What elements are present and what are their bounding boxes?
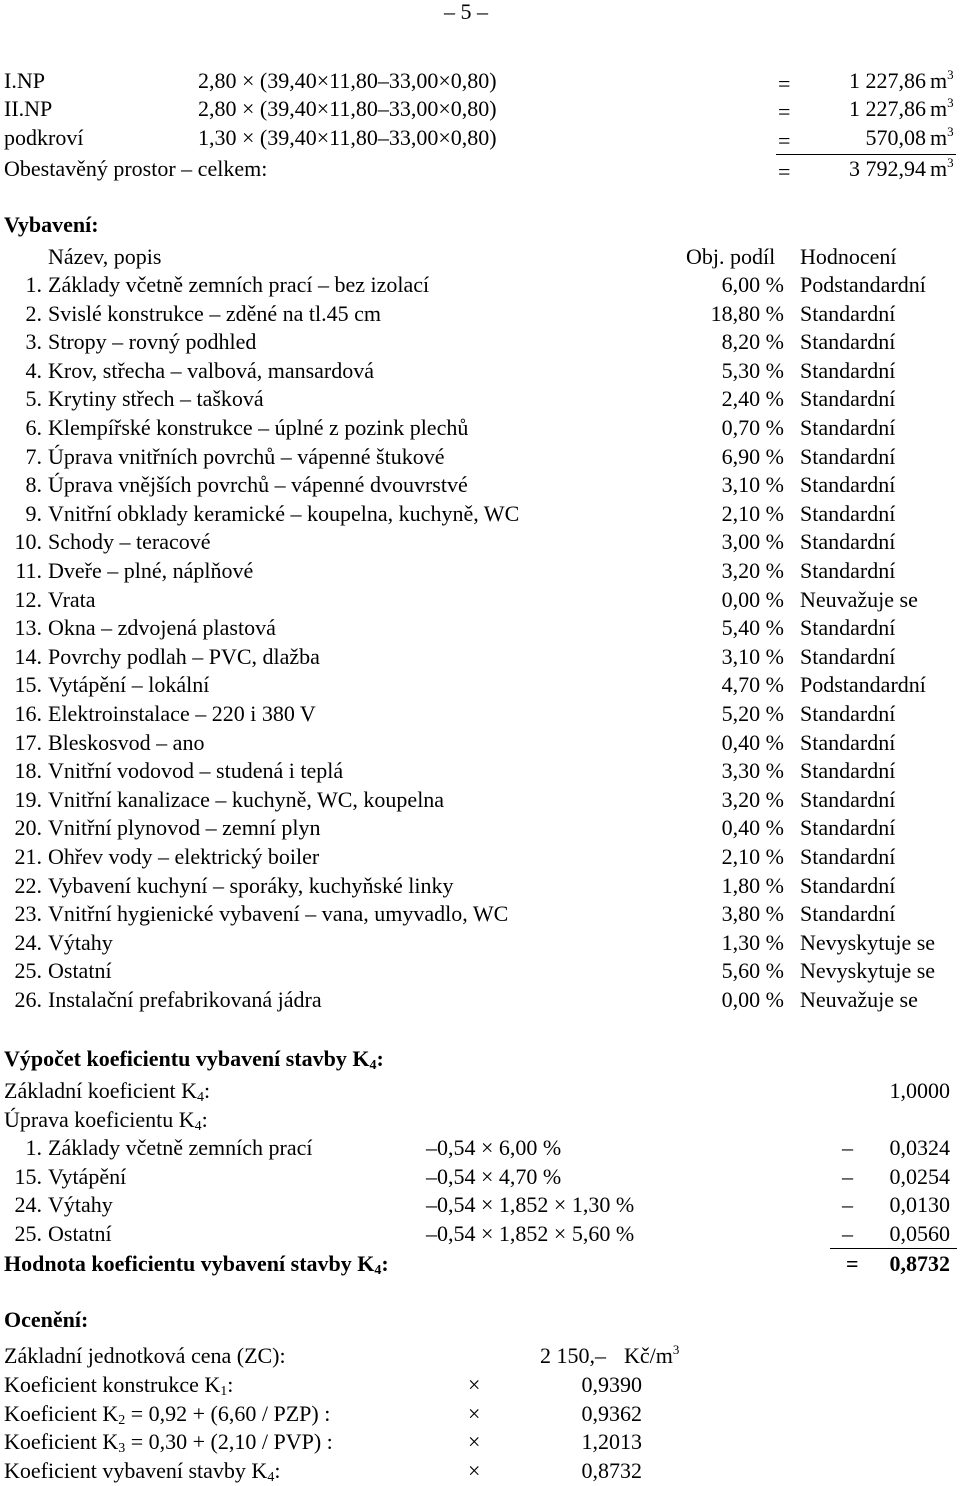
k4-base-label: Základní koeficient $K_4$: [4, 1078, 211, 1105]
volume-total-eq: = [778, 159, 791, 184]
equipment-item-share: 6,00 % [721, 272, 784, 297]
equipment-item-rating: Standardní [800, 500, 896, 526]
equipment-item-name: Okna – zdvojená plastová [48, 615, 276, 641]
volume-label-3: podkroví [4, 125, 84, 150]
equipment-item-number: 5. [25, 386, 42, 412]
equipment-item-rating: Standardní [800, 701, 896, 726]
valuation-coefficient-value: 0,8732 [581, 1458, 642, 1484]
equipment-item-rating: Nevyskytuje se [800, 958, 936, 984]
equipment-item-share: 4,70 % [721, 672, 784, 698]
equipment-heading: Vybavení: [4, 212, 99, 237]
equipment-item-number: 10. [14, 529, 42, 555]
equipment-item-share: 3,10 % [721, 472, 784, 498]
valuation-heading: Ocenění: [4, 1307, 89, 1332]
equipment-item-rating: Standardní [800, 844, 896, 869]
equipment-item-share: 2,10 % [721, 500, 784, 526]
valuation-label-subscript: 3 [118, 1441, 126, 1457]
volume-label-1: I.NP [4, 68, 45, 93]
equipment-item-name: Vnitřní plynovod – zemní plyn [48, 815, 321, 841]
equipment-item-number: 22. [14, 872, 42, 898]
valuation-coefficient-value: 0,9362 [581, 1400, 642, 1426]
equipment-item-share: 3,20 % [721, 786, 784, 812]
equipment-item-rating: Standardní [800, 786, 896, 812]
valuation-label-subscript: 4 [267, 1470, 275, 1486]
equipment-item-name: Elektroinstalace – 220 i 380 V [48, 701, 316, 726]
volume-total-value: 3 792,94 [849, 156, 926, 181]
valuation-label-suffix: : [227, 1371, 234, 1397]
valuation-label-text: Koeficient vybavení stavby K [4, 1458, 268, 1484]
equipment-item-number: 24. [14, 929, 42, 955]
k4-adjust-name: Ostatní [48, 1220, 112, 1246]
k4-adjust-name: Základy včetně zemních prací [48, 1135, 313, 1160]
k4-adjust-value: 0,0560 [889, 1220, 950, 1246]
equipment-item-name: Schody – teracové [48, 529, 211, 555]
k4-adjust-formula: –0,54 × 1,852 × 1,30 % [426, 1192, 635, 1218]
equipment-item-share: 5,30 % [721, 357, 784, 383]
equipment-item-name: Ostatní [48, 958, 112, 984]
equipment-item-share: 3,20 % [721, 558, 784, 583]
equipment-item-rating: Standardní [800, 529, 896, 555]
equipment-item-share: 3,00 % [721, 529, 784, 555]
equipment-item-share: 0,70 % [721, 415, 784, 440]
equipment-item-rating: Nevyskytuje se [800, 929, 936, 955]
equipment-item-name: Úprava vnitřních povrchů – vápenné štukové [48, 443, 445, 469]
equipment-item-rating: Standardní [800, 329, 896, 355]
equipment-item-share: 1,30 % [721, 929, 784, 955]
k4-result-value: 0,8732 [889, 1251, 950, 1276]
k4-adjust-formula: –0,54 × 6,00 % [426, 1135, 562, 1160]
equipment-item-rating: Standardní [800, 386, 896, 412]
k4-adjust-name: Výtahy [48, 1192, 113, 1218]
equipment-item-share: 0,40 % [721, 815, 784, 841]
volume-eq-1: = [778, 71, 791, 96]
volume-unit-2: $m^3$ [930, 95, 954, 121]
k4-adjust-value: 0,0130 [889, 1192, 950, 1218]
volume-value-3: 570,08 [865, 125, 926, 150]
equipment-item-number: 20. [14, 815, 42, 841]
valuation-label-subscript: 2 [118, 1412, 126, 1428]
k4-adjust-sign: – [842, 1192, 853, 1218]
equipment-item-number: 13. [14, 615, 42, 641]
valuation-base-label: Základní jednotková cena (ZC): [4, 1343, 286, 1368]
equipment-item-number: 14. [14, 643, 42, 669]
equipment-item-rating: Standardní [800, 415, 896, 440]
equipment-item-number: 17. [14, 729, 42, 755]
k4-adjust-label: Úprava koeficientu $K_4$: [4, 1107, 208, 1134]
equipment-item-number: 6. [25, 415, 42, 440]
equipment-item-share: 6,90 % [721, 443, 784, 469]
equipment-item-number: 1. [25, 272, 42, 297]
equipment-item-number: 23. [14, 901, 42, 927]
k4-adjust-sign: – [842, 1220, 853, 1246]
equipment-item-rating: Podstandardní [800, 272, 926, 297]
k4-adjust-number: 15. [14, 1163, 42, 1189]
equipment-item-share: 2,40 % [721, 386, 784, 412]
equipment-item-name: Klempířské konstrukce – úplné z pozink plechů [48, 415, 469, 440]
volume-eq-2: = [778, 99, 791, 124]
equipment-item-number: 3. [25, 329, 42, 355]
k4-base-value: 1,0000 [889, 1078, 950, 1103]
equipment-item-number: 16. [14, 701, 42, 726]
equipment-item-name: Bleskosvod – ano [48, 729, 205, 755]
equipment-item-number: 4. [25, 357, 42, 383]
equipment-item-share: 0,00 % [721, 987, 784, 1012]
equipment-col-share: Obj. podíl [686, 244, 776, 269]
equipment-item-rating: Standardní [800, 758, 896, 784]
volume-unit-3: $m^3$ [930, 124, 954, 150]
k4-result-label: Hodnota koeficientu vybavení stavby $K_4$: [4, 1251, 389, 1278]
equipment-item-share: 2,10 % [721, 844, 784, 869]
volume-total-label: Obestavěný prostor – celkem: [4, 156, 268, 181]
equipment-item-name: Instalační prefabrikovaná jádra [48, 987, 322, 1012]
valuation-coefficient-label [4, 1457, 280, 1485]
equipment-item-share: 5,20 % [721, 701, 784, 726]
valuation-label-subscript: 1 [220, 1383, 228, 1399]
equipment-item-name: Vrata [48, 586, 96, 612]
volume-value-2: 1 227,86 [849, 96, 926, 121]
volume-label-2: II.NP [4, 96, 53, 121]
volume-formula-1: 2,80 × (39,40×11,80–33,00×0,80) [198, 68, 497, 93]
page-number: – 5 – [444, 0, 488, 24]
valuation-label-text: Koeficient K [4, 1429, 119, 1455]
equipment-item-name: Svislé konstrukce – zděné na tl.45 cm [48, 300, 381, 326]
equipment-item-share: 5,60 % [721, 958, 784, 984]
k4-adjust-value: 0,0254 [889, 1163, 950, 1189]
valuation-coefficient-label [4, 1371, 233, 1399]
equipment-item-number: 7. [25, 443, 42, 469]
equipment-item-share: 0,00 % [721, 586, 784, 612]
valuation-base-value: 2 150,– [540, 1343, 606, 1368]
volume-formula-2: 2,80 × (39,40×11,80–33,00×0,80) [198, 96, 497, 121]
equipment-item-rating: Standardní [800, 901, 896, 927]
equipment-item-share: 8,20 % [721, 329, 784, 355]
equipment-col-name: Název, popis [48, 244, 162, 269]
valuation-coefficient-label [4, 1400, 330, 1428]
equipment-item-name: Ohřev vody – elektrický boiler [48, 844, 320, 869]
k4-adjust-value: 0,0324 [889, 1135, 950, 1160]
equipment-item-number: 8. [25, 472, 42, 498]
k4-adjust-number: 25. [14, 1220, 42, 1246]
k4-adjust-number: 24. [14, 1192, 42, 1218]
equipment-item-name: Vnitřní obklady keramické – koupelna, kuchyně, WC [48, 500, 520, 526]
valuation-label-suffix: = 0,30 + (2,10 / PVP) : [125, 1429, 333, 1455]
equipment-item-rating: Neuvažuje se [800, 987, 918, 1012]
equipment-item-share: 1,80 % [721, 872, 784, 898]
volume-formula-3: 1,30 × (39,40×11,80–33,00×0,80) [198, 125, 497, 150]
equipment-item-rating: Standardní [800, 472, 896, 498]
equipment-item-rating: Standardní [800, 558, 896, 583]
equipment-item-rating: Standardní [800, 643, 896, 669]
equipment-item-name: Vybavení kuchyní – sporáky, kuchyňské linky [48, 872, 454, 898]
k4-adjust-sign: – [842, 1135, 853, 1160]
equipment-item-name: Vnitřní kanalizace – kuchyně, WC, koupelna [48, 786, 445, 812]
equipment-item-share: 0,40 % [721, 729, 784, 755]
equipment-item-number: 9. [25, 500, 42, 526]
equipment-item-number: 2. [25, 300, 42, 326]
equipment-item-rating: Standardní [800, 357, 896, 383]
k4-adjust-formula: –0,54 × 4,70 % [426, 1163, 562, 1189]
k4-adjust-formula: –0,54 × 1,852 × 5,60 % [426, 1220, 635, 1246]
equipment-item-rating: Standardní [800, 443, 896, 469]
equipment-item-name: Povrchy podlah – PVC, dlažba [48, 643, 320, 669]
valuation-coefficient-label [4, 1428, 333, 1456]
multiply-icon: × [468, 1371, 481, 1397]
valuation-label-text: Koeficient konstrukce K [4, 1371, 221, 1397]
multiply-icon: × [468, 1429, 481, 1455]
equipment-item-name: Úprava vnějších povrchů – vápenné dvouvrstvé [48, 472, 468, 498]
equipment-item-name: Stropy – rovný podhled [48, 329, 257, 355]
equipment-item-rating: Standardní [800, 872, 896, 898]
equipment-item-number: 12. [14, 586, 42, 612]
valuation-label-suffix: : [274, 1458, 281, 1484]
equipment-item-share: 3,30 % [721, 758, 784, 784]
equipment-item-number: 11. [15, 558, 42, 583]
equipment-item-name: Výtahy [48, 929, 113, 955]
equipment-item-number: 25. [14, 958, 42, 984]
volume-total-unit: $m^3$ [930, 155, 954, 181]
k4-sum-line [830, 1248, 957, 1249]
k4-result-eq: = [846, 1251, 859, 1276]
equipment-item-share: 3,10 % [721, 643, 784, 669]
valuation-base-unit: $Kč/m^3$ [624, 1342, 680, 1368]
multiply-icon: × [468, 1400, 481, 1426]
valuation-label-text: Koeficient K [4, 1400, 119, 1426]
k4-adjust-name: Vytápění [48, 1163, 127, 1189]
equipment-item-rating: Podstandardní [800, 672, 926, 698]
equipment-item-number: 18. [14, 758, 42, 784]
equipment-item-rating: Standardní [800, 615, 896, 641]
equipment-item-number: 15. [14, 672, 42, 698]
equipment-item-name: Krov, střecha – valbová, mansardová [48, 357, 375, 383]
equipment-item-name: Dveře – plné, náplňové [48, 558, 254, 583]
equipment-item-rating: Standardní [800, 815, 896, 841]
equipment-col-rating: Hodnocení [800, 244, 897, 269]
valuation-label-suffix: = 0,92 + (6,60 / PZP) : [125, 1400, 331, 1426]
valuation-coefficient-value: 0,9390 [581, 1371, 642, 1397]
equipment-item-share: 3,80 % [721, 901, 784, 927]
k4-heading: Výpočet koeficientu vybavení stavby $K_4$: [4, 1046, 384, 1073]
equipment-item-number: 19. [14, 786, 42, 812]
equipment-item-rating: Standardní [800, 729, 896, 755]
valuation-coefficient-value: 1,2013 [581, 1429, 642, 1455]
volume-value-1: 1 227,86 [849, 68, 926, 93]
equipment-item-name: Krytiny střech – tašková [48, 386, 264, 412]
equipment-item-number: 26. [14, 987, 42, 1012]
equipment-item-number: 21. [14, 844, 42, 869]
equipment-item-name: Vytápění – lokální [48, 672, 210, 698]
equipment-item-rating: Neuvažuje se [800, 586, 918, 612]
equipment-item-name: Vnitřní hygienické vybavení – vana, umyvadlo, WC [48, 901, 509, 927]
equipment-item-name: Vnitřní vodovod – studená i teplá [48, 758, 344, 784]
equipment-item-share: 18,80 % [710, 300, 784, 326]
k4-adjust-sign: – [842, 1163, 853, 1189]
equipment-item-rating: Standardní [800, 300, 896, 326]
equipment-item-name: Základy včetně zemních prací – bez izolací [48, 272, 430, 297]
volume-unit-1: $m^3$ [930, 67, 954, 93]
multiply-icon: × [468, 1458, 481, 1484]
volume-eq-3: = [778, 128, 791, 153]
equipment-item-share: 5,40 % [721, 615, 784, 641]
k4-adjust-number: 1. [25, 1135, 42, 1160]
